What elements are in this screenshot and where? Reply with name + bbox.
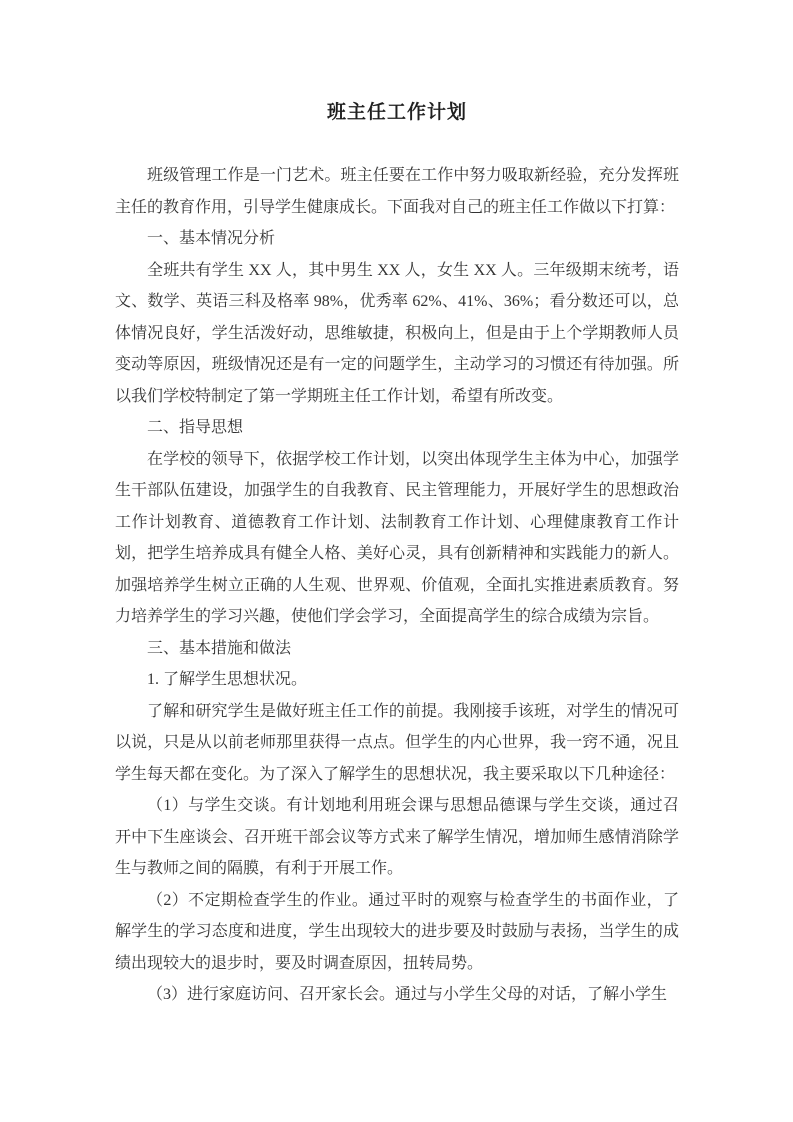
document-body — [115, 160, 679, 1011]
document-paragraph-4: 二、指导思想 — [147, 419, 244, 436]
document-paragraph-8: 了解和研究学生是做好班主任工作的前提。我刚接手该班，对学生的情况可以说，只是从以前老师那里获得一点点。但学生的内心世界，我一窍不通，况且学生每天都在变化。为了深入了解学生的思想状况，我主要采取以下几种途径： — [115, 702, 679, 783]
document-paragraph-3: 全班共有学生 XX 人，其中男生 XX 人，女生 XX 人。三年级期末统考，语文、数学、英语三科及格率 98%，优秀率 62%、41%、36%；看分数还可以，总体情况良好，学生活泼好动，思维敏捷，积极向上，但是由于上个学期教师人员变动等原因，班级情况还是有一定的问题学生，主动学习的习惯还有待加强。所以我们学校特制定了第一学期班主任工作计划，希望有所改变。 — [115, 261, 679, 405]
document-paragraph-6: 三、基本措施和做法 — [147, 639, 292, 657]
document-paragraph-7: 1. 了解学生思想状况。 — [147, 671, 308, 688]
document-paragraph-10: （2）不定期检查学生的作业。通过平时的观察与检查学生的书面作业，了解学生的学习态度和进度，学生出现较大的进步要及时鼓励与表扬，当学生的成绩出现较大的退步时，要及时调查原因，扭转局势。 — [115, 891, 679, 972]
document-paragraph-2: 一、基本情况分析 — [147, 230, 276, 247]
document-paragraph-1: 班级管理工作是一门艺术。班主任要在工作中努力吸取新经验，充分发挥班主任的教育作用，引导学生健康成长。下面我对自己的班主任工作做以下打算： — [115, 167, 679, 216]
document-paragraph-11: （3）进行家庭访问、召开家长会。通过与小学生父母的对话，了解小学生 — [147, 986, 668, 1003]
document-paragraph-9: （1）与学生交谈。有计划地利用班会课与思想品德课与学生交谈，通过召开中下生座谈会、召开班干部会议等方式来了解学生情况，增加师生感情消除学生与教师之间的隔膜，有利于开展工作。 — [115, 797, 679, 877]
document-title: 班主任工作计划 — [326, 102, 467, 123]
document-paragraph-5: 在学校的领导下，依据学校工作计划，以突出体现学生主体为中心，加强学生干部队伍建设，加强学生的自我教育、民主管理能力，开展好学生的思想政治工作计划教育、道德教育工作计划、法制教育工作计划、心理健康教育工作计划，把学生培养成具有健全人格、美好心灵，具有创新精神和实践能力的新人。加强培养学生树立正确的人生观、世界观、价值观，全面扎实推进素质教育。努力培养学生的学习兴趣，使他们学会学习，全面提高学生的综合成绩为宗旨。 — [115, 450, 679, 625]
